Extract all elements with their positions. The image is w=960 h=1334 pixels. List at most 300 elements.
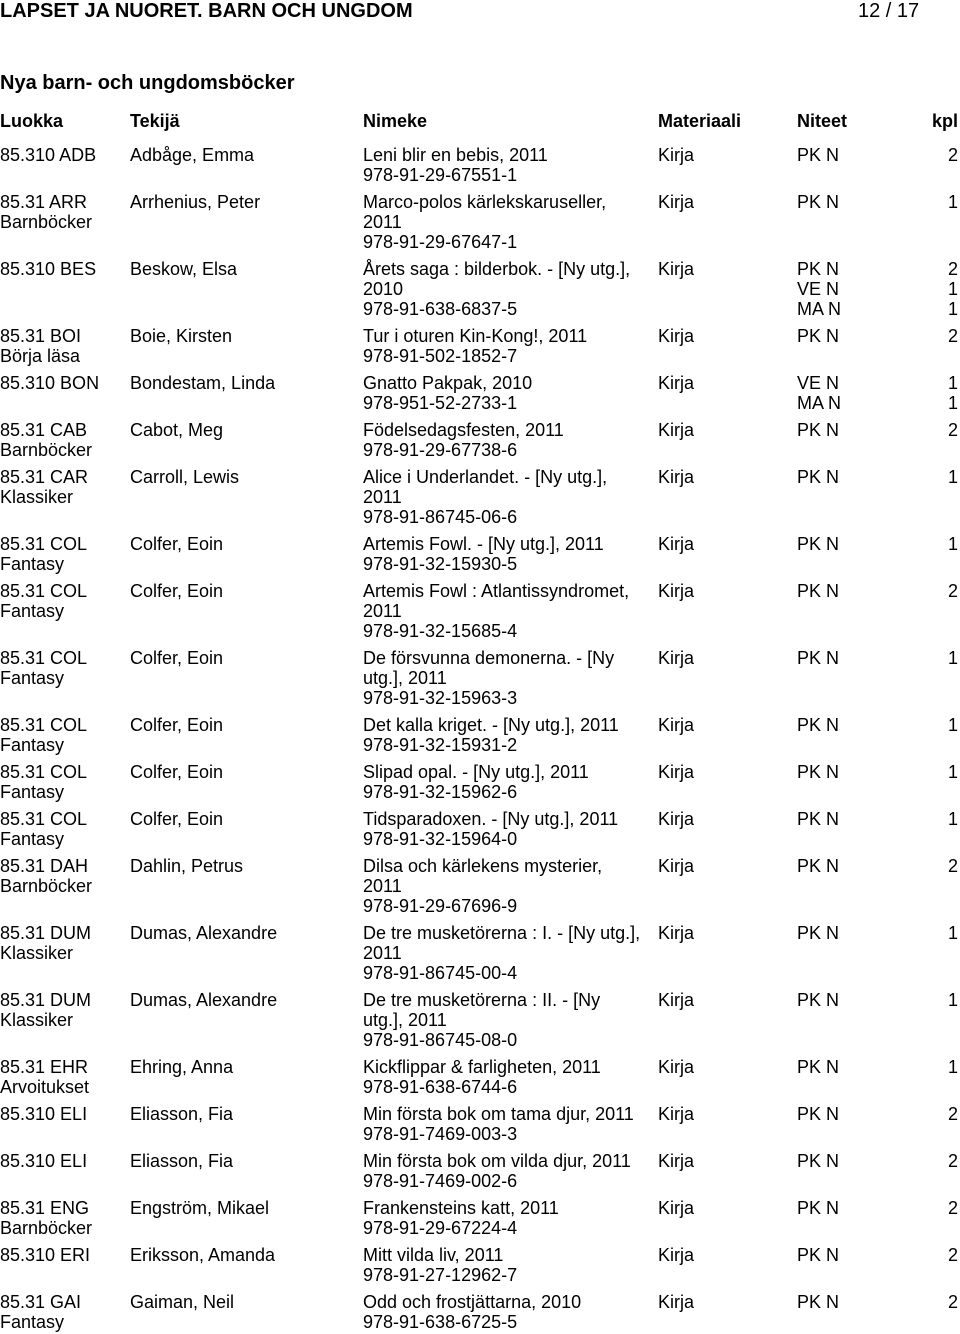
- holding: [797, 145, 958, 165]
- holdings-cell: [797, 259, 958, 319]
- material-cell: [658, 534, 797, 574]
- title-cell: [363, 192, 658, 252]
- material-type: Kirja: [658, 809, 695, 829]
- holding: [797, 279, 958, 299]
- material-cell: [658, 923, 797, 983]
- class-code: 85.31 DUM: [0, 923, 92, 943]
- table-row: [0, 648, 958, 715]
- author-cell: [130, 420, 363, 460]
- holding: [797, 192, 958, 212]
- title-cell: [363, 923, 658, 983]
- holding-count: 1: [947, 762, 958, 782]
- holding-location: PK N: [797, 648, 840, 668]
- table-row: [0, 923, 958, 990]
- holding-location: PK N: [797, 1104, 840, 1124]
- holdings-cell: [797, 1198, 958, 1238]
- class-code: 85.31 DUM: [0, 990, 92, 1010]
- isbn: 978-91-29-67696-9: [363, 896, 518, 916]
- title-cell: [363, 809, 658, 849]
- holding-count: 2: [947, 326, 958, 346]
- genre-label: Fantasy: [0, 735, 65, 755]
- book-title: Slipad opal. - [Ny utg.], 2011: [363, 762, 589, 782]
- material-cell: [658, 259, 797, 319]
- isbn: 978-91-29-67647-1: [363, 232, 518, 252]
- holding: [797, 762, 958, 782]
- holdings-cell: [797, 373, 958, 413]
- class-cell: [0, 648, 130, 708]
- table-row: [0, 715, 958, 762]
- author-name: Eliasson, Fia: [130, 1151, 234, 1171]
- holding-count: 1: [947, 279, 958, 299]
- column-header-holdings: [797, 111, 958, 131]
- material-type: Kirja: [658, 467, 695, 487]
- isbn: 978-91-86745-06-6: [363, 507, 518, 527]
- material-cell: [658, 373, 797, 413]
- page-header-title: LAPSET JA NUORET. BARN OCH UNGDOM: [0, 0, 413, 22]
- holding-location: PK N: [797, 809, 840, 829]
- holding-count: 1: [947, 373, 958, 393]
- author-name: Boie, Kirsten: [130, 326, 233, 346]
- holding: [797, 648, 958, 668]
- material-cell: [658, 1151, 797, 1191]
- genre-label: Fantasy: [0, 601, 65, 621]
- material-type: Kirja: [658, 1292, 695, 1312]
- holding: [797, 420, 958, 440]
- material-cell: [658, 1057, 797, 1097]
- material-type: Kirja: [658, 1057, 695, 1077]
- genre-label: Barnböcker: [0, 1218, 93, 1238]
- genre-label: Barnböcker: [0, 876, 93, 896]
- table-row: [0, 990, 958, 1057]
- isbn: 978-91-32-15962-6: [363, 782, 518, 802]
- class-code: 85.310 ELI: [0, 1104, 88, 1124]
- holding-location: VE N: [797, 279, 840, 299]
- holding-count: 2: [947, 259, 958, 279]
- book-title: De tre musketörerna : II. - [Ny utg.], 2011: [363, 990, 601, 1030]
- holding-count: 1: [947, 393, 958, 413]
- column-header-title: Nimeke: [363, 111, 428, 131]
- class-cell: [0, 1245, 130, 1285]
- material-type: Kirja: [658, 534, 695, 554]
- class-cell: [0, 1151, 130, 1191]
- holding-location: PK N: [797, 420, 840, 440]
- material-cell: [658, 762, 797, 802]
- table-row: [0, 856, 958, 923]
- holding-location: MA N: [797, 393, 842, 413]
- isbn: 978-91-29-67738-6: [363, 440, 518, 460]
- isbn: 978-91-32-15931-2: [363, 735, 518, 755]
- author-cell: [130, 762, 363, 802]
- holding-count: 2: [947, 145, 958, 165]
- isbn: 978-91-7469-003-3: [363, 1124, 518, 1144]
- holding: [797, 809, 958, 829]
- material-type: Kirja: [658, 581, 695, 601]
- table-row: [0, 192, 958, 259]
- title-cell: [363, 326, 658, 366]
- genre-label: Fantasy: [0, 554, 65, 574]
- holding-location: PK N: [797, 1198, 840, 1218]
- column-header-count: kpl: [931, 111, 958, 131]
- holding: [797, 1245, 958, 1265]
- material-type: Kirja: [658, 326, 695, 346]
- author-cell: [130, 856, 363, 916]
- genre-label: Klassiker: [0, 943, 74, 963]
- material-cell: [658, 809, 797, 849]
- holding-location: PK N: [797, 1151, 840, 1171]
- material-cell: [658, 1292, 797, 1332]
- material-cell: [658, 467, 797, 527]
- holdings-cell: [797, 923, 958, 983]
- author-cell: [130, 467, 363, 527]
- holdings-cell: [797, 762, 958, 802]
- class-code: 85.310 BES: [0, 259, 97, 279]
- author-name: Ehring, Anna: [130, 1057, 234, 1077]
- holdings-cell: [797, 145, 958, 185]
- book-title: Artemis Fowl. - [Ny utg.], 2011: [363, 534, 604, 554]
- class-cell: [0, 1104, 130, 1144]
- author-cell: [130, 1245, 363, 1285]
- holding-count: 2: [947, 1104, 958, 1124]
- material-type: Kirja: [658, 762, 695, 782]
- author-cell: [130, 715, 363, 755]
- class-code: 85.31 ARR: [0, 192, 88, 212]
- author-cell: [130, 809, 363, 849]
- title-cell: [363, 1104, 658, 1144]
- table-row: [0, 145, 958, 192]
- holding: [797, 581, 958, 601]
- table-row: [0, 420, 958, 467]
- holding-location: PK N: [797, 990, 840, 1010]
- isbn: 978-91-7469-002-6: [363, 1171, 518, 1191]
- class-cell: [0, 534, 130, 574]
- title-cell: [363, 1198, 658, 1238]
- author-name: Engström, Mikael: [130, 1198, 270, 1218]
- book-list: [0, 145, 958, 1332]
- holding-count: 1: [947, 923, 958, 943]
- table-row: [0, 762, 958, 809]
- holding-location: PK N: [797, 192, 840, 212]
- author-name: Dumas, Alexandre: [130, 990, 278, 1010]
- book-title: Dilsa och kärlekens mysterier, 2011: [363, 856, 603, 896]
- class-cell: [0, 259, 130, 319]
- material-cell: [658, 856, 797, 916]
- holding-count: 1: [947, 192, 958, 212]
- class-code: 85.31 EHR: [0, 1057, 89, 1077]
- holding-location: PK N: [797, 145, 840, 165]
- material-type: Kirja: [658, 1198, 695, 1218]
- holding-location: PK N: [797, 534, 840, 554]
- holding-count: 1: [947, 1057, 958, 1077]
- class-cell: [0, 856, 130, 916]
- isbn: 978-91-32-15930-5: [363, 554, 518, 574]
- title-cell: [363, 145, 658, 185]
- material-cell: [658, 1198, 797, 1238]
- genre-label: Klassiker: [0, 1010, 74, 1030]
- class-cell: [0, 1292, 130, 1332]
- holding-location: PK N: [797, 856, 840, 876]
- table-row: [0, 1057, 958, 1104]
- holding-count: 1: [947, 467, 958, 487]
- material-cell: [658, 192, 797, 252]
- material-type: Kirja: [658, 990, 695, 1010]
- book-title: De försvunna demonerna. - [Ny utg.], 2011: [363, 648, 615, 688]
- author-name: Gaiman, Neil: [130, 1292, 235, 1312]
- holding-location: MA N: [797, 299, 842, 319]
- column-header-material: Materiaali: [658, 111, 742, 131]
- table-row: [0, 1151, 958, 1198]
- isbn: 978-91-32-15685-4: [363, 621, 518, 641]
- class-cell: [0, 762, 130, 802]
- book-title: Det kalla kriget. - [Ny utg.], 2011: [363, 715, 619, 735]
- author-cell: [130, 1151, 363, 1191]
- holding: [797, 923, 958, 943]
- class-cell: [0, 923, 130, 983]
- title-cell: [363, 259, 658, 319]
- holding: [797, 1198, 958, 1218]
- book-title: De tre musketörerna : I. - [Ny utg.], 2011: [363, 923, 641, 963]
- section-title: Nya barn- och ungdomsböcker: [0, 72, 295, 94]
- material-type: Kirja: [658, 373, 695, 393]
- author-cell: [130, 326, 363, 366]
- author-name: Dahlin, Petrus: [130, 856, 244, 876]
- column-header-class: Luokka: [0, 111, 64, 131]
- holdings-cell: [797, 1151, 958, 1191]
- genre-label: Fantasy: [0, 668, 65, 688]
- class-code: 85.310 ELI: [0, 1151, 88, 1171]
- holding-count: 2: [947, 1292, 958, 1312]
- genre-label: Barnböcker: [0, 440, 93, 460]
- book-title: Tidsparadoxen. - [Ny utg.], 2011: [363, 809, 619, 829]
- author-name: Adbåge, Emma: [130, 145, 255, 165]
- book-title: Marco-polos kärlekskaruseller, 2011: [363, 192, 607, 232]
- author-cell: [130, 1292, 363, 1332]
- material-cell: [658, 648, 797, 708]
- class-code: 85.31 BOI: [0, 326, 82, 346]
- holding: [797, 990, 958, 1010]
- author-cell: [130, 259, 363, 319]
- holding-location: PK N: [797, 326, 840, 346]
- title-cell: [363, 715, 658, 755]
- author-name: Colfer, Eoin: [130, 715, 224, 735]
- holding: [797, 715, 958, 735]
- holdings-cell: [797, 581, 958, 641]
- holdings-cell: [797, 1292, 958, 1332]
- book-title: Tur i oturen Kin-Kong!, 2011: [363, 326, 588, 346]
- holding-location: PK N: [797, 1292, 840, 1312]
- material-type: Kirja: [658, 1151, 695, 1171]
- material-type: Kirja: [658, 420, 695, 440]
- isbn: 978-91-86745-08-0: [363, 1030, 518, 1050]
- book-title: Kickflippar & farligheten, 2011: [363, 1057, 601, 1077]
- isbn: 978-91-638-6744-6: [363, 1077, 518, 1097]
- title-cell: [363, 581, 658, 641]
- book-title: Artemis Fowl : Atlantissyndromet, 2011: [363, 581, 630, 621]
- holding-count: 2: [947, 581, 958, 601]
- isbn: 978-91-32-15964-0: [363, 829, 518, 849]
- book-title: Mitt vilda liv, 2011: [363, 1245, 504, 1265]
- material-cell: [658, 326, 797, 366]
- material-type: Kirja: [658, 856, 695, 876]
- holding: [797, 1292, 958, 1312]
- holding: [797, 1151, 958, 1171]
- title-cell: [363, 762, 658, 802]
- author-name: Cabot, Meg: [130, 420, 224, 440]
- isbn: 978-91-27-12962-7: [363, 1265, 518, 1285]
- holdings-cell: [797, 1245, 958, 1285]
- genre-label: Barnböcker: [0, 212, 93, 232]
- isbn: 978-91-638-6725-5: [363, 1312, 518, 1332]
- table-row: [0, 259, 958, 326]
- title-cell: [363, 990, 658, 1050]
- table-row: [0, 1104, 958, 1151]
- book-title: Min första bok om vilda djur, 2011: [363, 1151, 631, 1171]
- table-row: [0, 534, 958, 581]
- author-name: Colfer, Eoin: [130, 809, 224, 829]
- class-cell: [0, 145, 130, 185]
- class-code: 85.31 GAI: [0, 1292, 82, 1312]
- holding-location: PK N: [797, 467, 840, 487]
- table-row: [0, 581, 958, 648]
- holdings-cell: [797, 326, 958, 366]
- title-cell: [363, 534, 658, 574]
- material-cell: [658, 990, 797, 1050]
- holdings-cell: [797, 1104, 958, 1144]
- isbn: 978-91-32-15963-3: [363, 688, 518, 708]
- material-type: Kirja: [658, 1104, 695, 1124]
- isbn: 978-91-29-67224-4: [363, 1218, 518, 1238]
- holding-count: 1: [947, 809, 958, 829]
- holdings-cell: [797, 856, 958, 916]
- holdings-cell: [797, 534, 958, 574]
- column-header-author: Tekijä: [130, 111, 180, 131]
- genre-label: Fantasy: [0, 1312, 65, 1332]
- material-type: Kirja: [658, 923, 695, 943]
- author-name: Dumas, Alexandre: [130, 923, 278, 943]
- genre-label: Fantasy: [0, 782, 65, 802]
- author-name: Carroll, Lewis: [130, 467, 240, 487]
- title-cell: [363, 648, 658, 708]
- author-name: Beskow, Elsa: [130, 259, 238, 279]
- material-type: Kirja: [658, 145, 695, 165]
- holding-location: PK N: [797, 581, 840, 601]
- holding-count: 2: [947, 1198, 958, 1218]
- holdings-cell: [797, 990, 958, 1050]
- holdings-cell: [797, 715, 958, 755]
- title-cell: [363, 420, 658, 460]
- book-title: Leni blir en bebis, 2011: [363, 145, 548, 165]
- title-cell: [363, 467, 658, 527]
- holdings-cell: [797, 1057, 958, 1097]
- material-type: Kirja: [658, 648, 695, 668]
- class-cell: [0, 1198, 130, 1238]
- author-cell: [130, 534, 363, 574]
- holding: [797, 1057, 958, 1077]
- author-cell: [130, 923, 363, 983]
- genre-label: Börja läsa: [0, 346, 81, 366]
- material-cell: [658, 715, 797, 755]
- material-cell: [658, 1245, 797, 1285]
- column-headers: [0, 111, 958, 131]
- page-number: 12 / 17: [858, 0, 920, 22]
- holdings-cell: [797, 192, 958, 252]
- author-name: Colfer, Eoin: [130, 534, 224, 554]
- class-code: 85.31 CAB: [0, 420, 88, 440]
- holding: [797, 326, 958, 346]
- table-row: [0, 809, 958, 856]
- book-title: Frankensteins katt, 2011: [363, 1198, 559, 1218]
- material-type: Kirja: [658, 1245, 695, 1265]
- title-cell: [363, 1245, 658, 1285]
- holding-location: PK N: [797, 762, 840, 782]
- class-cell: [0, 467, 130, 527]
- holdings-cell: [797, 809, 958, 849]
- author-cell: [130, 581, 363, 641]
- book-title: Gnatto Pakpak, 2010: [363, 373, 533, 393]
- book-title: Födelsedagsfesten, 2011: [363, 420, 564, 440]
- class-code: 85.31 COL: [0, 534, 88, 554]
- table-row: [0, 326, 958, 373]
- author-cell: [130, 1057, 363, 1097]
- class-code: 85.31 COL: [0, 581, 88, 601]
- author-name: Colfer, Eoin: [130, 762, 224, 782]
- holding: [797, 856, 958, 876]
- class-code: 85.310 ERI: [0, 1245, 91, 1265]
- material-type: Kirja: [658, 259, 695, 279]
- author-cell: [130, 192, 363, 252]
- author-cell: [130, 648, 363, 708]
- holding: [797, 393, 958, 413]
- title-cell: [363, 1151, 658, 1191]
- holding-count: 2: [947, 1245, 958, 1265]
- author-name: Bondestam, Linda: [130, 373, 276, 393]
- holdings-cell: [797, 467, 958, 527]
- title-cell: [363, 856, 658, 916]
- holding-count: 2: [947, 1151, 958, 1171]
- holding-count: 2: [947, 420, 958, 440]
- holding: [797, 259, 958, 279]
- material-type: Kirja: [658, 715, 695, 735]
- isbn: 978-91-29-67551-1: [363, 165, 518, 185]
- class-code: 85.31 COL: [0, 762, 88, 782]
- holding-count: 1: [947, 534, 958, 554]
- author-name: Colfer, Eoin: [130, 648, 224, 668]
- holding-count: 1: [947, 648, 958, 668]
- author-cell: [130, 990, 363, 1050]
- genre-label: Arvoitukset: [0, 1077, 90, 1097]
- holding-count: 1: [947, 299, 958, 319]
- material-cell: [658, 581, 797, 641]
- table-row: [0, 467, 958, 534]
- book-title: Årets saga : bilderbok. - [Ny utg.], 2010: [363, 259, 631, 299]
- holding: [797, 467, 958, 487]
- class-cell: [0, 1057, 130, 1097]
- title-cell: [363, 1292, 658, 1332]
- material-cell: [658, 420, 797, 460]
- holding: [797, 1104, 958, 1124]
- book-title: Odd och frostjättarna, 2010: [363, 1292, 582, 1312]
- table-row: [0, 373, 958, 420]
- book-title: Alice i Underlandet. - [Ny utg.], 2011: [363, 467, 608, 507]
- isbn: 978-951-52-2733-1: [363, 393, 518, 413]
- author-cell: [130, 1104, 363, 1144]
- author-name: Colfer, Eoin: [130, 581, 224, 601]
- book-title: Min första bok om tama djur, 2011: [363, 1104, 634, 1124]
- genre-label: Klassiker: [0, 487, 74, 507]
- genre-label: Fantasy: [0, 829, 65, 849]
- isbn: 978-91-502-1852-7: [363, 346, 518, 366]
- table-row: [0, 1245, 958, 1292]
- holding: [797, 534, 958, 554]
